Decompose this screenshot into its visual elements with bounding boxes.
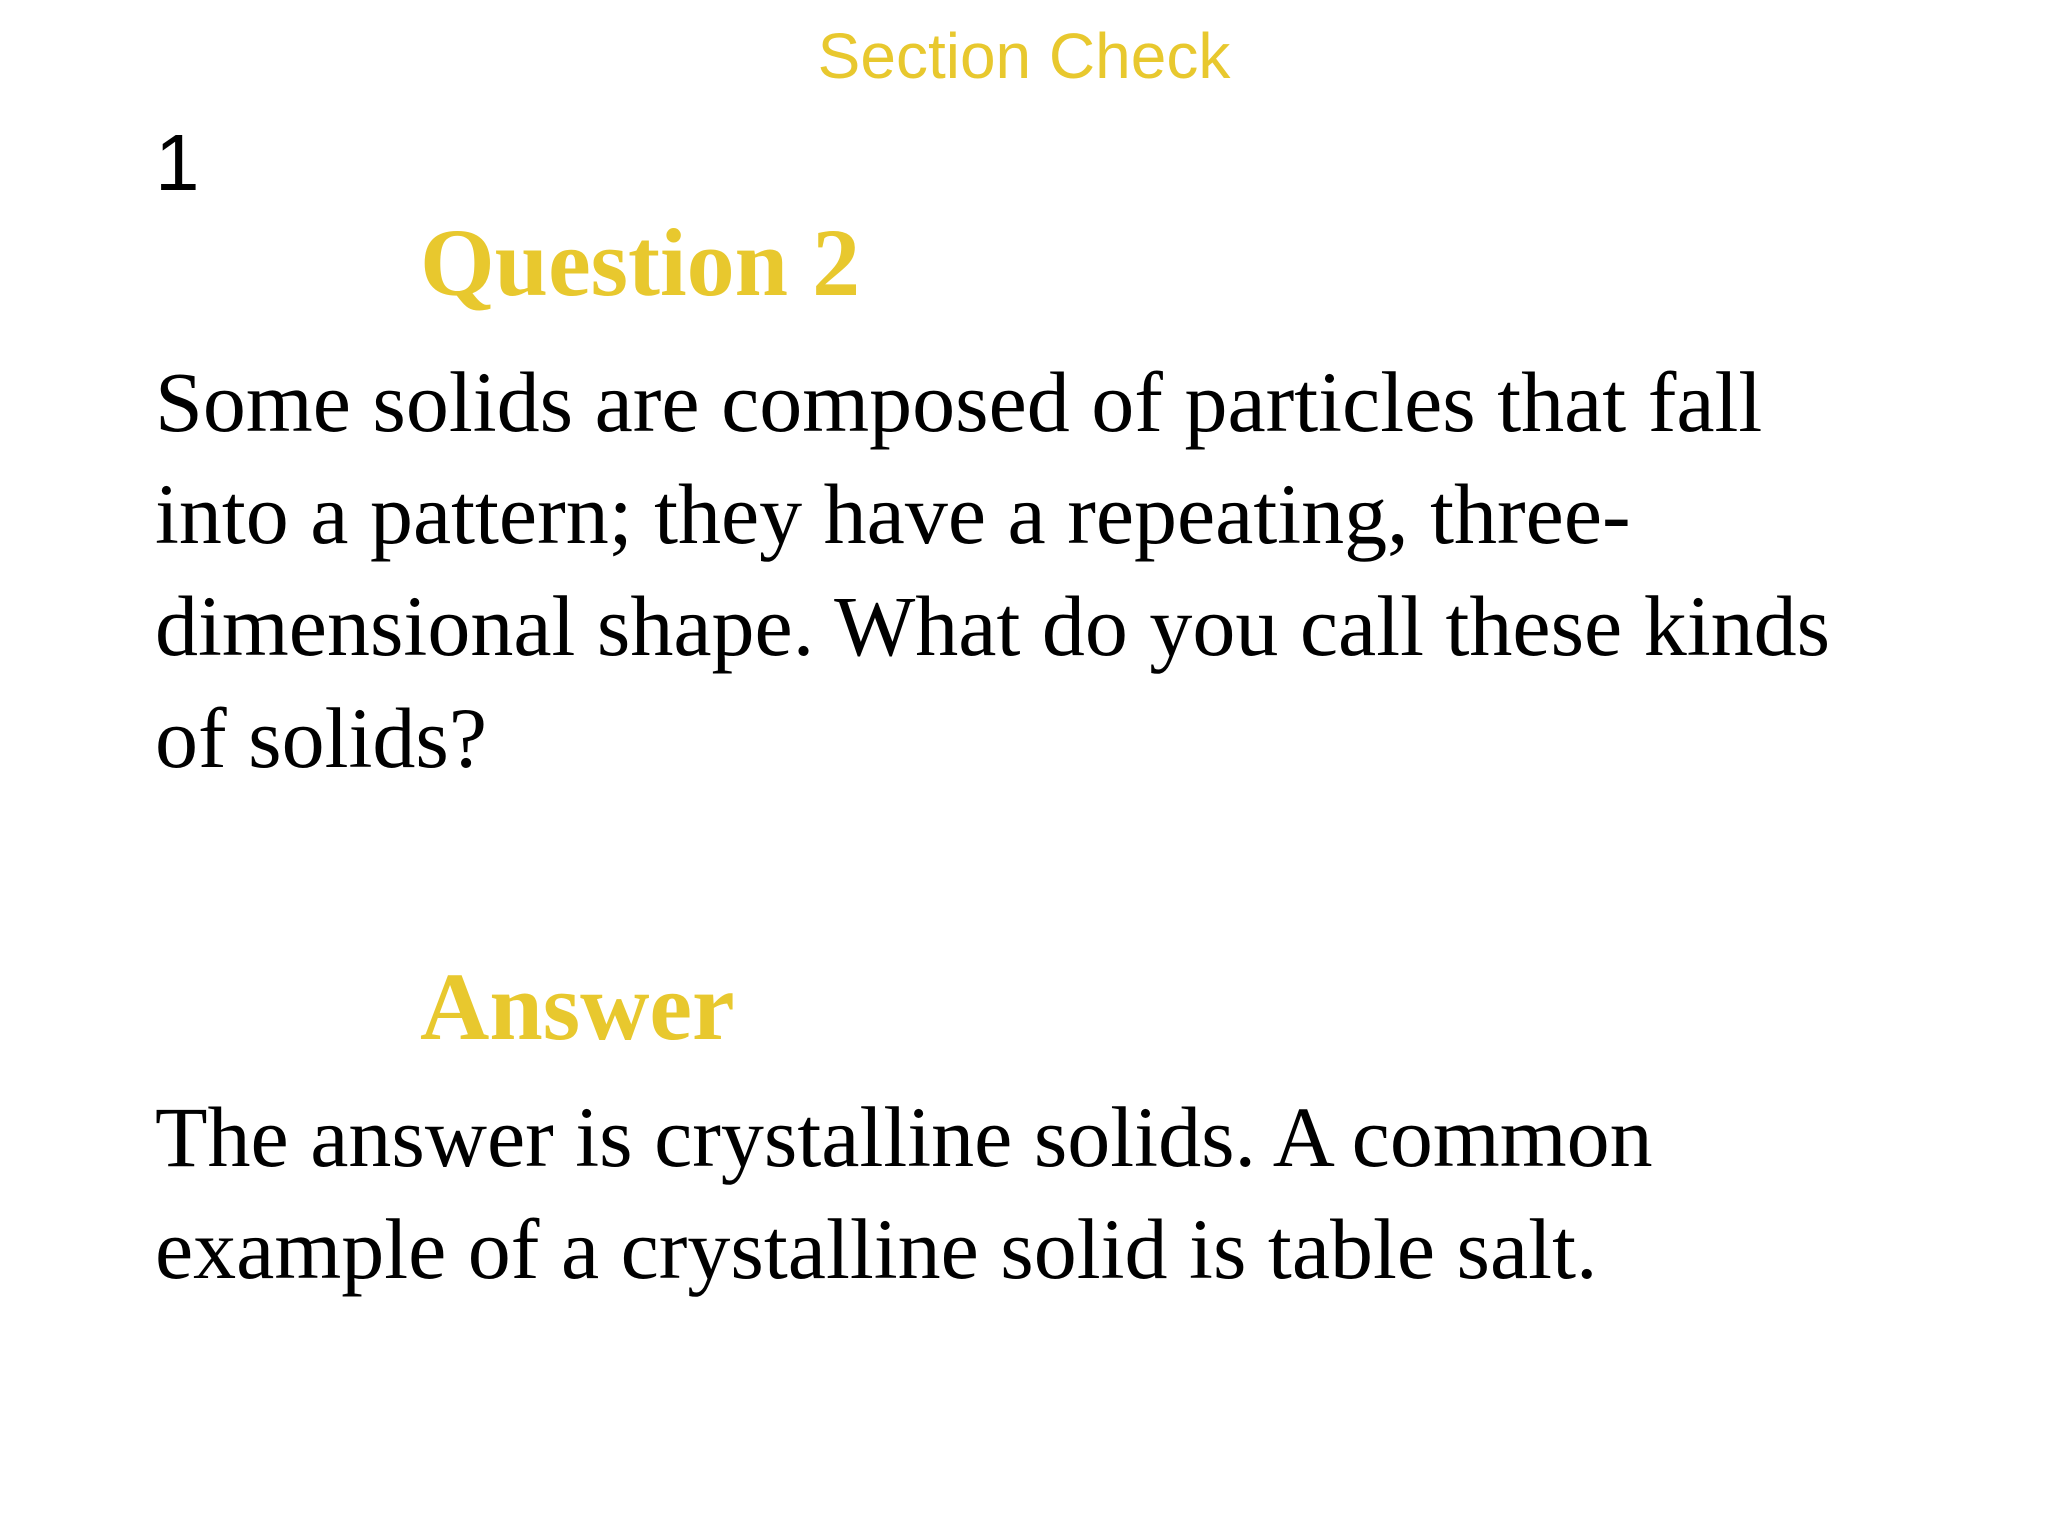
answer-text: The answer is crystalline solids. A common example of a crystalline solid is table salt. xyxy=(155,1089,1653,1297)
section-title: Section Check xyxy=(817,20,1231,92)
section-number: 1 xyxy=(155,118,200,207)
question-heading: Question 2 xyxy=(420,209,861,316)
question-text: Some solids are composed of particles that fall into a pattern; they have a repeating, three-dimensional shape. What do you call these kinds of solids? xyxy=(155,354,1831,786)
answer-heading: Answer xyxy=(420,953,735,1060)
